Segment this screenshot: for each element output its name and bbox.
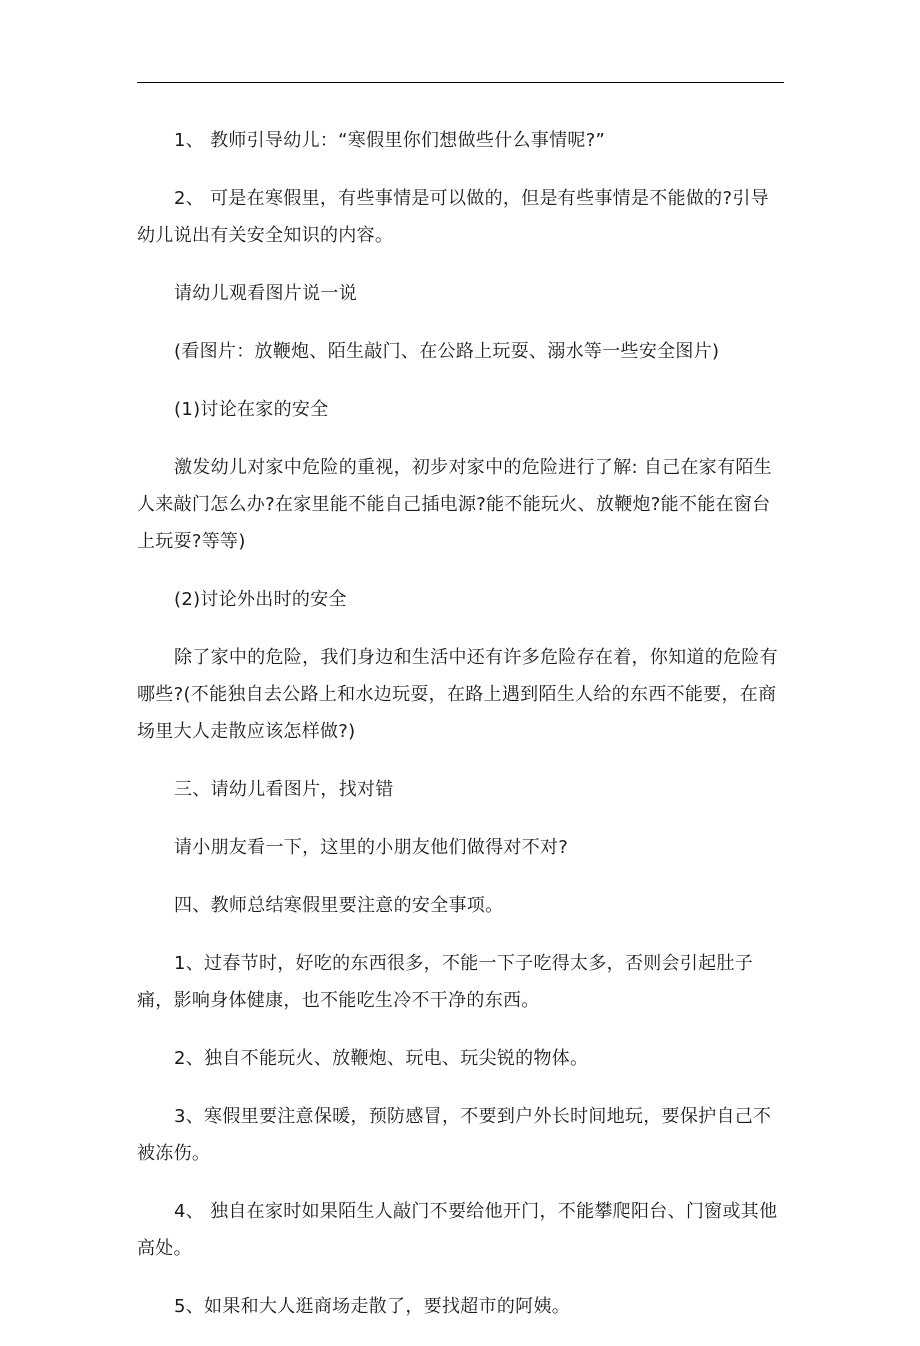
document-body [137, 122, 787, 1346]
paragraph-6: 激发幼儿对家中危险的重视，初步对家中的危险进行了解: 自己在家有陌生人来敲门怎么办?在家里能不能自己插电源?能不能玩火、放鞭炮?能不能在窗台上玩耍?等等) [137, 457, 772, 552]
header-rule [137, 82, 784, 83]
paragraph-2: 2、 可是在寒假里，有些事情是可以做的，但是有些事情是不能做的?引导幼儿说出有关安全知识的内容。 [137, 188, 769, 246]
paragraph-16: 5、如果和大人逛商场走散了，要找超市的阿姨。 [174, 1296, 571, 1317]
paragraph-5: (1)讨论在家的安全 [174, 399, 329, 420]
paragraph-10: 请小朋友看一下，这里的小朋友他们做得对不对? [174, 837, 569, 858]
paragraph-1: 1、 教师引导幼儿：“寒假里你们想做些什么事情呢?” [174, 130, 606, 151]
paragraph-12: 1、过春节时，好吃的东西很多，不能一下子吃得太多，否则会引起肚子痛，影响身体健康，也不能吃生冷不干净的东西。 [137, 953, 754, 1011]
paragraph-4: (看图片：放鞭炮、陌生敲门、在公路上玩耍、溺水等一些安全图片) [174, 341, 720, 362]
paragraph-14: 3、寒假里要注意保暖，预防感冒，不要到户外长时间地玩，要保护自己不被冻伤。 [137, 1106, 772, 1164]
paragraph-8: 除了家中的危险，我们身边和生活中还有许多危险存在着，你知道的危险有哪些?(不能独自去公路上和水边玩耍，在路上遇到陌生人给的东西不能要，在商场里大人走散应该怎样做?) [137, 647, 778, 742]
paragraph-3: 请幼儿观看图片说一说 [174, 283, 357, 304]
paragraph-15: 4、 独自在家时如果陌生人敲门不要给他开门，不能攀爬阳台、门窗或其他高处。 [137, 1201, 778, 1259]
paragraph-13: 2、独自不能玩火、放鞭炮、玩电、玩尖锐的物体。 [174, 1048, 589, 1069]
paragraph-7: (2)讨论外出时的安全 [174, 589, 347, 610]
paragraph-9: 三、请幼儿看图片，找对错 [174, 779, 394, 800]
paragraph-11: 四、教师总结寒假里要注意的安全事项。 [174, 895, 504, 916]
